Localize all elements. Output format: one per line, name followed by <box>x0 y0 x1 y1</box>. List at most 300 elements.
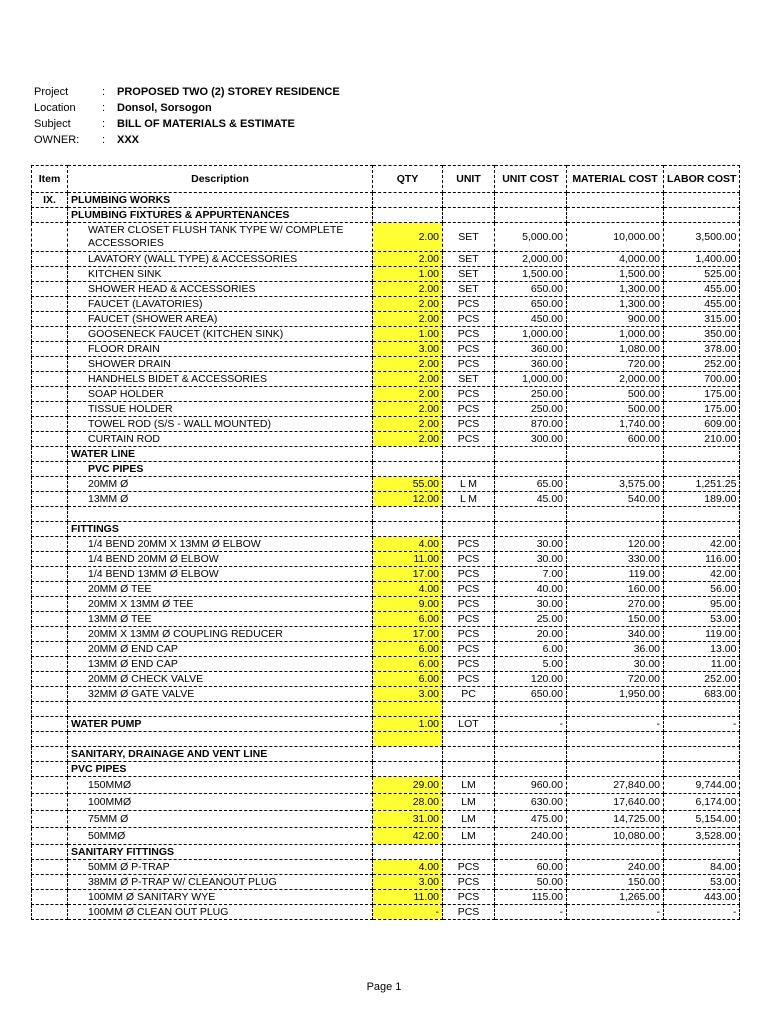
labor-cost-cell <box>664 447 740 462</box>
material-cost-cell: 500.00 <box>567 387 664 402</box>
labor-cost-cell: 6,174.00 <box>664 794 740 811</box>
labor-cost-cell: 42.00 <box>664 567 740 582</box>
labor-cost-cell: - <box>664 905 740 920</box>
table-row <box>32 597 740 612</box>
labor-cost-cell <box>664 522 740 537</box>
qty-cell: 2.00 <box>373 417 443 432</box>
description-cell: 13MM Ø TEE <box>68 612 373 627</box>
table-row <box>32 860 740 875</box>
qty-cell: 1.00 <box>373 267 443 282</box>
description-cell: 75MM Ø <box>68 811 373 828</box>
description-cell: 150MMØ <box>68 777 373 794</box>
labor-cost-cell: 683.00 <box>664 687 740 702</box>
item-cell <box>32 507 68 522</box>
material-cost-cell <box>567 193 664 208</box>
unit-cost-cell: 250.00 <box>495 402 567 417</box>
labor-cost-cell <box>664 507 740 522</box>
item-cell <box>32 567 68 582</box>
table-row <box>32 890 740 905</box>
item-cell <box>32 297 68 312</box>
item-cell <box>32 777 68 794</box>
table-row <box>32 762 740 777</box>
unit-cell: SET <box>443 372 495 387</box>
qty-cell: 2.00 <box>373 372 443 387</box>
page-number: Page 1 <box>366 981 402 993</box>
item-cell <box>32 552 68 567</box>
unit-cost-cell: 115.00 <box>495 890 567 905</box>
material-cost-cell: 1,080.00 <box>567 342 664 357</box>
labor-cost-cell <box>664 732 740 747</box>
labor-cost-cell: 11.00 <box>664 657 740 672</box>
description-cell: WATER LINE <box>68 447 373 462</box>
qty-cell: 6.00 <box>373 642 443 657</box>
unit-cost-cell <box>495 447 567 462</box>
material-cost-cell <box>567 747 664 762</box>
unit-cost-cell: 650.00 <box>495 297 567 312</box>
item-cell <box>32 732 68 747</box>
item-cell <box>32 627 68 642</box>
qty-cell: 1.00 <box>373 327 443 342</box>
table-row <box>32 447 740 462</box>
description-cell: 20MM Ø <box>68 477 373 492</box>
project-label: Project <box>34 86 69 98</box>
description-cell: FAUCET (LAVATORIES) <box>68 297 373 312</box>
labor-cost-cell <box>664 193 740 208</box>
description-cell: 13MM Ø <box>68 492 373 507</box>
unit-cost-cell: 65.00 <box>495 477 567 492</box>
material-cost-cell <box>567 845 664 860</box>
material-cost-cell: 160.00 <box>567 582 664 597</box>
labor-cost-cell: 53.00 <box>664 612 740 627</box>
table-row <box>32 612 740 627</box>
table-row <box>32 657 740 672</box>
unit-cell <box>443 732 495 747</box>
unit-cost-cell: 240.00 <box>495 828 567 845</box>
labor-cost-cell: 455.00 <box>664 297 740 312</box>
unit-cell <box>443 208 495 223</box>
table-row <box>32 687 740 702</box>
item-cell <box>32 890 68 905</box>
description-cell: HANDHELS BIDET & ACCESSORIES <box>68 372 373 387</box>
labor-cost-cell <box>664 747 740 762</box>
material-cost-cell: 14,725.00 <box>567 811 664 828</box>
unit-cell: PCS <box>443 327 495 342</box>
description-cell: TOWEL ROD (S/S - WALL MOUNTED) <box>68 417 373 432</box>
qty-cell: 12.00 <box>373 492 443 507</box>
table-row <box>32 432 740 447</box>
colon: : <box>102 102 106 114</box>
unit-cost-cell: 30.00 <box>495 537 567 552</box>
material-cost-cell: 3,575.00 <box>567 477 664 492</box>
description-cell: 100MM Ø CLEAN OUT PLUG <box>68 905 373 920</box>
qty-cell <box>373 522 443 537</box>
description-cell <box>68 507 373 522</box>
location-row <box>34 100 340 116</box>
unit-cell: PCS <box>443 672 495 687</box>
qty-cell: 42.00 <box>373 828 443 845</box>
qty-cell: 2.00 <box>373 282 443 297</box>
unit-cell: SET <box>443 223 495 252</box>
material-cost-cell: 2,000.00 <box>567 372 664 387</box>
unit-cell: SET <box>443 267 495 282</box>
description-cell: 1/4 BEND 13MM Ø ELBOW <box>68 567 373 582</box>
material-cost-cell: 720.00 <box>567 357 664 372</box>
labor-cost-cell <box>664 845 740 860</box>
unit-cost-cell: 650.00 <box>495 282 567 297</box>
unit-cell <box>443 507 495 522</box>
labor-cost-cell: 210.00 <box>664 432 740 447</box>
labor-cost-cell: 252.00 <box>664 672 740 687</box>
item-cell <box>32 223 68 252</box>
qty-cell <box>373 762 443 777</box>
labor-cost-cell <box>664 702 740 717</box>
owner-row <box>34 132 340 148</box>
table-row <box>32 552 740 567</box>
item-cell <box>32 702 68 717</box>
qty-cell: 2.00 <box>373 387 443 402</box>
unit-cost-cell: 960.00 <box>495 777 567 794</box>
unit-cell: LOT <box>443 717 495 732</box>
labor-cost-cell: 95.00 <box>664 597 740 612</box>
unit-cost-cell <box>495 762 567 777</box>
labor-cost-cell: 56.00 <box>664 582 740 597</box>
description-cell: 20MM Ø END CAP <box>68 642 373 657</box>
table-row <box>32 627 740 642</box>
unit-cell: PCS <box>443 297 495 312</box>
unit-cost-cell: 45.00 <box>495 492 567 507</box>
labor-cost-cell <box>664 462 740 477</box>
description-cell: 1/4 BEND 20MM Ø ELBOW <box>68 552 373 567</box>
table-row <box>32 402 740 417</box>
material-cost-cell <box>567 702 664 717</box>
table-row <box>32 297 740 312</box>
unit-cell: PCS <box>443 567 495 582</box>
material-cost-cell: - <box>567 717 664 732</box>
unit-cost-cell: - <box>495 905 567 920</box>
item-cell <box>32 432 68 447</box>
material-cost-cell <box>567 522 664 537</box>
item-cell <box>32 582 68 597</box>
item-cell <box>32 342 68 357</box>
unit-cell: PCS <box>443 387 495 402</box>
unit-cost-cell: 650.00 <box>495 687 567 702</box>
labor-cost-cell: 3,528.00 <box>664 828 740 845</box>
description-cell: 20MM Ø TEE <box>68 582 373 597</box>
material-cost-cell: 4,000.00 <box>567 252 664 267</box>
unit-cell: PCS <box>443 402 495 417</box>
unit-cost-cell <box>495 702 567 717</box>
qty-cell: 4.00 <box>373 582 443 597</box>
description-cell: 20MM X 13MM Ø TEE <box>68 597 373 612</box>
description-cell: PVC PIPES <box>68 762 373 777</box>
item-cell <box>32 327 68 342</box>
item-cell <box>32 402 68 417</box>
item-cell <box>32 357 68 372</box>
unit-cell: PCS <box>443 417 495 432</box>
unit-cell: PCS <box>443 627 495 642</box>
description-cell <box>68 702 373 717</box>
unit-cost-cell <box>495 522 567 537</box>
qty-cell <box>373 193 443 208</box>
unit-cell: LM <box>443 777 495 794</box>
item-cell <box>32 875 68 890</box>
table-row <box>32 417 740 432</box>
qty-cell <box>373 208 443 223</box>
table-row <box>32 193 740 208</box>
unit-cost-cell: 30.00 <box>495 597 567 612</box>
table-row <box>32 372 740 387</box>
labor-cost-cell: 455.00 <box>664 282 740 297</box>
material-cost-cell: 120.00 <box>567 537 664 552</box>
description-cell: PVC PIPES <box>68 462 373 477</box>
item-cell <box>32 252 68 267</box>
description-cell: FLOOR DRAIN <box>68 342 373 357</box>
description-cell: 13MM Ø END CAP <box>68 657 373 672</box>
material-cost-cell: 30.00 <box>567 657 664 672</box>
unit-cell: PCS <box>443 657 495 672</box>
material-cost-cell: - <box>567 905 664 920</box>
description-cell: FAUCET (SHOWER AREA) <box>68 312 373 327</box>
description-cell: KITCHEN SINK <box>68 267 373 282</box>
material-cost-cell: 1,300.00 <box>567 297 664 312</box>
table-row <box>32 672 740 687</box>
table-row <box>32 492 740 507</box>
item-cell <box>32 537 68 552</box>
item-cell <box>32 905 68 920</box>
description-cell: 32MM Ø GATE VALVE <box>68 687 373 702</box>
material-cost-cell: 600.00 <box>567 432 664 447</box>
qty-cell <box>373 845 443 860</box>
item-cell <box>32 845 68 860</box>
unit-cell: LM <box>443 828 495 845</box>
table-row <box>32 342 740 357</box>
table-row <box>32 537 740 552</box>
qty-cell <box>373 447 443 462</box>
item-cell <box>32 657 68 672</box>
labor-cost-cell: 609.00 <box>664 417 740 432</box>
material-cost-cell: 270.00 <box>567 597 664 612</box>
item-cell <box>32 597 68 612</box>
unit-cell: L M <box>443 492 495 507</box>
item-cell <box>32 860 68 875</box>
qty-cell: 2.00 <box>373 432 443 447</box>
subject-value: BILL OF MATERIALS & ESTIMATE <box>117 118 295 130</box>
unit-cost-cell: 60.00 <box>495 860 567 875</box>
material-cost-cell <box>567 447 664 462</box>
unit-cost-cell: 30.00 <box>495 552 567 567</box>
description-cell: LAVATORY (WALL TYPE) & ACCESSORIES <box>68 252 373 267</box>
item-cell <box>32 208 68 223</box>
material-cost-cell: 27,840.00 <box>567 777 664 794</box>
description-cell: 20MM Ø CHECK VALVE <box>68 672 373 687</box>
labor-cost-cell: 443.00 <box>664 890 740 905</box>
unit-cost-cell: 300.00 <box>495 432 567 447</box>
qty-cell: 2.00 <box>373 402 443 417</box>
qty-cell <box>373 507 443 522</box>
table-row <box>32 282 740 297</box>
unit-cell: PCS <box>443 357 495 372</box>
table-row <box>32 252 740 267</box>
unit-cell: PCS <box>443 905 495 920</box>
description-cell: SHOWER HEAD & ACCESSORIES <box>68 282 373 297</box>
item-cell: IX. <box>32 193 68 208</box>
item-cell <box>32 417 68 432</box>
unit-cell <box>443 462 495 477</box>
item-cell <box>32 372 68 387</box>
unit-cost-cell <box>495 193 567 208</box>
material-cost-cell: 17,640.00 <box>567 794 664 811</box>
unit-cost-cell: 1,000.00 <box>495 327 567 342</box>
item-cell <box>32 717 68 732</box>
item-cell <box>32 477 68 492</box>
unit-cost-cell: 360.00 <box>495 357 567 372</box>
table-row <box>32 357 740 372</box>
item-cell <box>32 522 68 537</box>
column-header-description: Description <box>68 166 373 193</box>
unit-cost-cell: 1,000.00 <box>495 372 567 387</box>
material-cost-cell <box>567 507 664 522</box>
unit-cost-cell: 250.00 <box>495 387 567 402</box>
unit-cost-cell: 870.00 <box>495 417 567 432</box>
item-cell <box>32 687 68 702</box>
column-header-unit-cost: UNIT COST <box>495 166 567 193</box>
labor-cost-cell: 175.00 <box>664 402 740 417</box>
labor-cost-cell: 252.00 <box>664 357 740 372</box>
labor-cost-cell: 175.00 <box>664 387 740 402</box>
unit-cell: PCS <box>443 860 495 875</box>
unit-cell: PCS <box>443 312 495 327</box>
material-cost-cell <box>567 732 664 747</box>
owner-value: XXX <box>117 134 140 146</box>
labor-cost-cell: 53.00 <box>664 875 740 890</box>
material-cost-cell: 500.00 <box>567 402 664 417</box>
unit-cost-cell: 475.00 <box>495 811 567 828</box>
labor-cost-cell: 9,744.00 <box>664 777 740 794</box>
table-row <box>32 828 740 845</box>
location-value: Donsol, Sorsogon <box>117 102 212 114</box>
labor-cost-cell: 5,154.00 <box>664 811 740 828</box>
item-cell <box>32 794 68 811</box>
bill-of-materials-table <box>31 165 740 920</box>
material-cost-cell: 1,265.00 <box>567 890 664 905</box>
unit-cost-cell: 6.00 <box>495 642 567 657</box>
unit-cell: SET <box>443 252 495 267</box>
unit-cell: PCS <box>443 432 495 447</box>
colon: : <box>102 118 106 130</box>
qty-cell: 17.00 <box>373 567 443 582</box>
qty-cell: 2.00 <box>373 312 443 327</box>
table-row <box>32 905 740 920</box>
table-row <box>32 732 740 747</box>
unit-cell <box>443 845 495 860</box>
item-cell <box>32 811 68 828</box>
table-row <box>32 642 740 657</box>
item-cell <box>32 282 68 297</box>
item-cell <box>32 462 68 477</box>
material-cost-cell: 10,080.00 <box>567 828 664 845</box>
qty-cell: 2.00 <box>373 252 443 267</box>
material-cost-cell: 900.00 <box>567 312 664 327</box>
column-header-qty: QTY <box>373 166 443 193</box>
material-cost-cell: 1,300.00 <box>567 282 664 297</box>
unit-cell: PCS <box>443 875 495 890</box>
colon: : <box>102 134 106 146</box>
description-cell: WATER CLOSET FLUSH TANK TYPE W/ COMPLETE ACCESSORIES <box>68 223 373 252</box>
location-label: Location <box>34 102 76 114</box>
labor-cost-cell: 315.00 <box>664 312 740 327</box>
description-cell: FITTINGS <box>68 522 373 537</box>
owner-label: OWNER: <box>34 134 80 146</box>
table-row <box>32 875 740 890</box>
qty-cell: 2.00 <box>373 357 443 372</box>
qty-cell: 55.00 <box>373 477 443 492</box>
qty-cell: 11.00 <box>373 890 443 905</box>
unit-cell: SET <box>443 282 495 297</box>
qty-cell <box>373 747 443 762</box>
unit-cell <box>443 193 495 208</box>
unit-cell <box>443 747 495 762</box>
labor-cost-cell: 700.00 <box>664 372 740 387</box>
unit-cell <box>443 522 495 537</box>
table-row <box>32 327 740 342</box>
item-cell <box>32 828 68 845</box>
qty-cell: 3.00 <box>373 687 443 702</box>
item-cell <box>32 612 68 627</box>
unit-cell: PCS <box>443 342 495 357</box>
description-cell: SANITARY FITTINGS <box>68 845 373 860</box>
description-cell: PLUMBING WORKS <box>68 193 373 208</box>
unit-cell <box>443 447 495 462</box>
item-cell <box>32 267 68 282</box>
labor-cost-cell: 3,500.00 <box>664 223 740 252</box>
project-row <box>34 84 340 100</box>
unit-cell: LM <box>443 794 495 811</box>
unit-cost-cell <box>495 462 567 477</box>
unit-cell: PC <box>443 687 495 702</box>
qty-cell <box>373 462 443 477</box>
table-row <box>32 267 740 282</box>
unit-cost-cell: 50.00 <box>495 875 567 890</box>
unit-cost-cell: 7.00 <box>495 567 567 582</box>
labor-cost-cell: 378.00 <box>664 342 740 357</box>
material-cost-cell: 119.00 <box>567 567 664 582</box>
description-cell: 38MM Ø P-TRAP W/ CLEANOUT PLUG <box>68 875 373 890</box>
material-cost-cell <box>567 462 664 477</box>
table-row <box>32 582 740 597</box>
item-cell <box>32 447 68 462</box>
material-cost-cell: 10,000.00 <box>567 223 664 252</box>
description-cell: SANITARY, DRAINAGE AND VENT LINE <box>68 747 373 762</box>
material-cost-cell: 150.00 <box>567 612 664 627</box>
table-row <box>32 777 740 794</box>
qty-cell: 6.00 <box>373 672 443 687</box>
qty-cell: 3.00 <box>373 342 443 357</box>
unit-cost-cell: 5,000.00 <box>495 223 567 252</box>
labor-cost-cell: 525.00 <box>664 267 740 282</box>
unit-cost-cell <box>495 845 567 860</box>
item-cell <box>32 492 68 507</box>
description-cell: 20MM X 13MM Ø COUPLING REDUCER <box>68 627 373 642</box>
unit-cost-cell: 20.00 <box>495 627 567 642</box>
description-cell: PLUMBING FIXTURES & APPURTENANCES <box>68 208 373 223</box>
column-header-material-cost: MATERIAL COST <box>567 166 664 193</box>
unit-cost-cell: 5.00 <box>495 657 567 672</box>
unit-cost-cell: 450.00 <box>495 312 567 327</box>
material-cost-cell: 540.00 <box>567 492 664 507</box>
unit-cell: LM <box>443 811 495 828</box>
qty-cell: 6.00 <box>373 657 443 672</box>
table-row <box>32 845 740 860</box>
